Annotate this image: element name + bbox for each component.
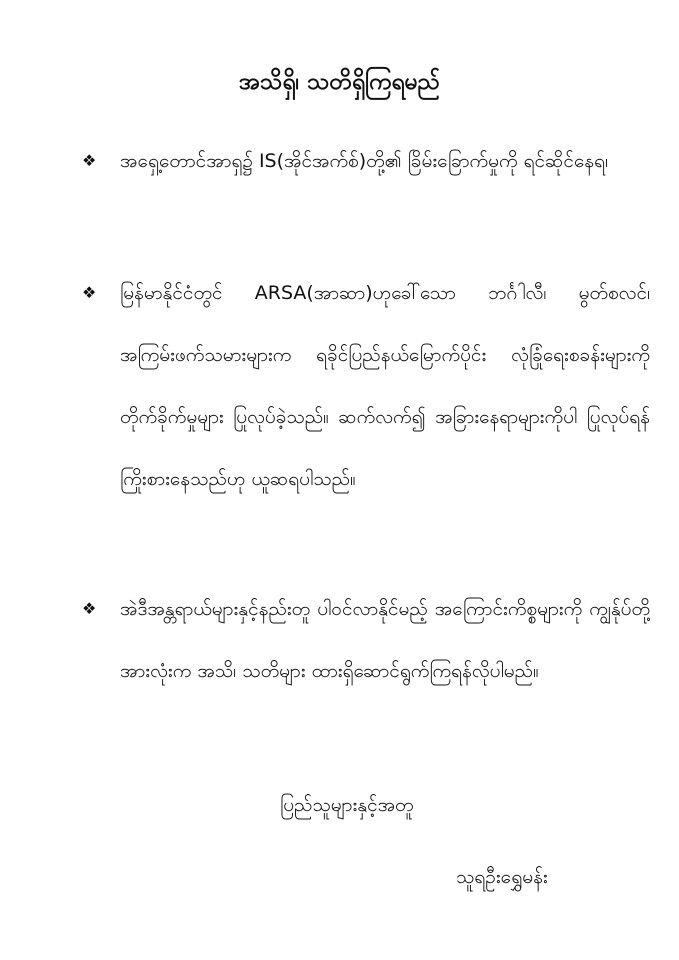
bullet-text-1: အရှေ့တောင်အာရှ၌ IS(အိုင်အက်စ်)တို့၏ ခြိမ်းခြောက်မှုကို ရင်ဆိုင်နေရ၊ <box>120 150 609 172</box>
bullet-item-1 <box>82 130 652 192</box>
bullet-item-3 <box>82 578 652 702</box>
diamond-bullet-icon: ❖ <box>82 599 97 618</box>
bullet-text-3: အဲဒီအန္တရာယ်များနှင့်နည်းတူ ပါဝင်လာနိုင်မည့် အကြောင်းကိစ္စများကို ကျွန်ုပ်တို့အားလုံးက အသိ၊ သတိများ ထားရှိဆောင်ရွက်ကြရန်လိုပါမည်။ <box>120 598 650 682</box>
diamond-bullet-icon: ❖ <box>82 151 97 170</box>
signature-name: သူရဦးရွှေမန်း <box>456 866 548 888</box>
closing-line: ပြည်သူများနှင့်အတူ <box>280 794 414 816</box>
document-title: အသိရှိ၊ သတိရှိကြရမည် <box>239 69 440 95</box>
bullet-text-2: မြန်မာနိုင်ငံတွင် ARSA(အာဆာ)ဟုခေါ်သော ဘင်္ဂါလီ၊ မွတ်စလင်၊ အကြမ်းဖက်သမားများက ရခိုင်ပြည်နယ်မြောက်ပိုင်း လုံခြုံရေးစခန်းများကို တိုက်ခိုက်မှုများ ပြုလုပ်ခဲ့သည်။ ဆက်လက်၍ အခြားနေရာများကိုပါ ပြုလုပ်ရန် ကြိုးစားနေသည်ဟု ယူဆရပါသည်။ <box>120 282 650 490</box>
diamond-bullet-icon: ❖ <box>82 283 97 302</box>
bullet-item-2 <box>82 262 652 510</box>
